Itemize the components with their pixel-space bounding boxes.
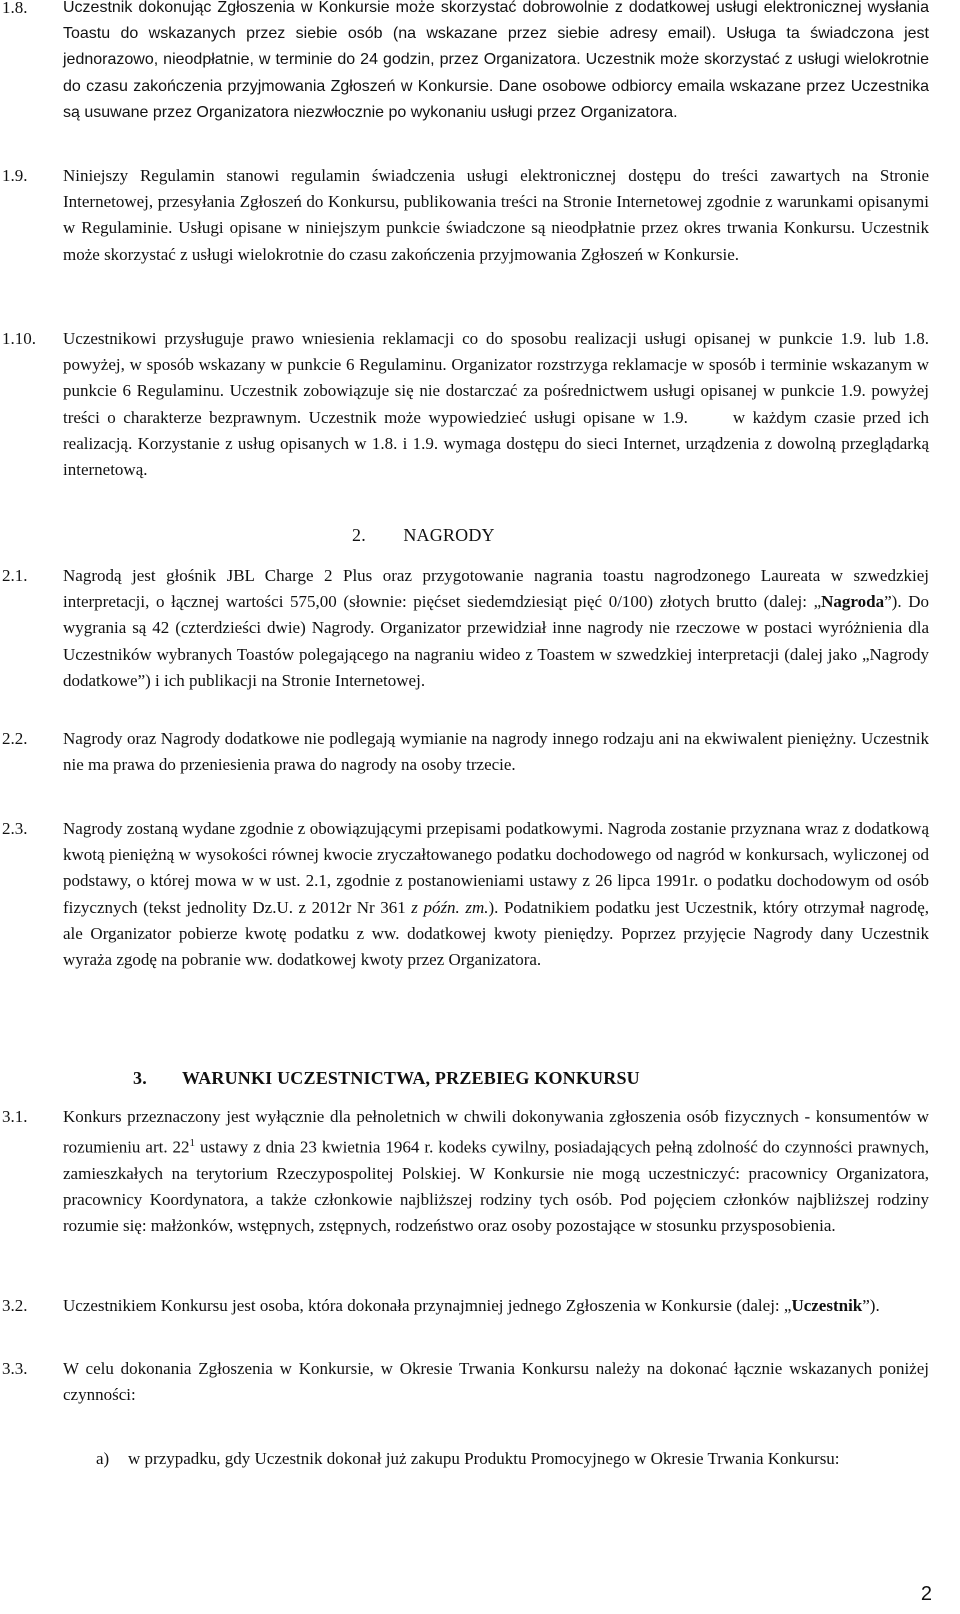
paragraph-text: W celu dokonania Zgłoszenia w Konkursie, w Okresie Trwania Konkursu należy na dokonać łącznie wskazanych poniżej czynności: <box>63 1359 929 1405</box>
bold-term: Nagroda <box>821 592 885 612</box>
paragraph-text <box>63 1293 929 1319</box>
paragraph-number: 3.1. <box>2 1107 28 1126</box>
paragraph-text <box>63 1104 929 1240</box>
paragraph-text: Nagrody oraz Nagrody dodatkowe nie podlegają wymianie na nagrody innego rodzaju ani na ekwiwalent pieniężny. Uczestnik nie ma prawa do przeniesienia prawa do nagrody na osoby trzecie. <box>63 729 929 775</box>
list-item-text: w przypadku, gdy Uczestnik dokonał już zakupu Produktu Promocyjnego w Okresie Trwania Konkursu: <box>128 1449 840 1468</box>
superscript: 1 <box>189 1137 196 1150</box>
paragraph-text <box>63 816 929 973</box>
paragraph-text: Uczestnikowi przysługuje prawo wniesienia reklamacji co do sposobu realizacji usługi opisanej w punkcie 1.9. lub 1.8. powyżej, w sposób wskazany w punkcie 6 Regulaminu. Organizator rozstrzyga reklamacje w sposób i terminie wskazanym w punkcie 6 Regulaminu. Uczestnik zobowiązuje się nie dostarczać za pośrednictwem usługi opisanej w punkcie 1.9. powyżej treści o charakterze bezprawnym. Uczestnik może wypowiedzieć usługi opisane w 1.9. w każdym czasie przed ich realizacją. Korzystanie z usług opisanych w 1.8. i 1.9. wymaga dostępu do sieci Internet, urządzenia z dowolną przeglądarką internetową. <box>63 329 934 480</box>
bold-term: Uczestnik <box>791 1296 863 1315</box>
section-heading-3 <box>133 1068 640 1089</box>
list-marker: a) <box>96 1449 110 1468</box>
text-segment: Konkurs przeznaczony jest wyłącznie dla pełnoletnich w chwili dokonywania zgłoszenia osób fizycznych - konsumentów w rozumieniu art. 22 <box>63 1107 929 1157</box>
paragraph-number: 1.9. <box>2 166 28 185</box>
paragraph-text: Uczestnik dokonując Zgłoszenia w Konkursie może skorzystać dobrowolnie z dodatkowej usługi elektronicznej wysłania Toastu do wskazanych przez siebie osób (na wskazane przez siebie adresy email). Usługa ta świadczona jest jednorazowo, nieodpłatnie, w terminie do 24 godzin, przez Organizatora. Uczestnik może skorzystać z usługi wielokrotnie do czasu zakończenia przyjmowania Zgłoszeń w Konkursie. Dane osobowe odbiorcy emaila wskazane przez Uczestnika są usuwane przez Organizatora niezwłocznie po wykonaniu usługi przez Organizatora. <box>63 0 929 121</box>
italic-term: z późn. zm. <box>411 897 489 917</box>
paragraph-number: 2.3. <box>2 819 28 838</box>
text-segment: ”). <box>862 1296 880 1315</box>
paragraph-number: 1.8. <box>2 0 28 17</box>
text-segment: Nagrody zostaną wydane zgodnie z obowiązującymi przepisami podatkowymi. Nagroda zostanie przyznana wraz z dodatkową kwotą pieniężną w wysokości równej kwocie zryczałtowanego podatku dochodowego od nagród w konkursach, wyliczonej od podstawy, o której mowa w w ust. 2.1, zgodnie z postanowieniami ustawy z 26 lipca 1991r. o podatku dochodowym od osób fizycznych (tekst jednolity Dz.U. z 2012r Nr 361 <box>63 819 929 917</box>
section-number: 2. <box>352 525 366 545</box>
text-segment: ”). Do wygrania są 42 (czterdzieści dwie) Nagrody. Organizator przewidział inne nagrody nie rzeczowe w postaci wyróżnienia dla Uczestników wybranych Toastów polegającego na nagraniu wideo z Toastem w szwedzkiej interpretacji (dalej jako „Nagrody dodatkowe”) i ich publikacji na Stronie Internetowej. <box>63 592 929 690</box>
section-title: NAGRODY <box>403 525 495 545</box>
text-segment: ). Podatnikiem podatku jest Uczestnik, który otrzymał nagrodę, ale Organizator pobierze kwotę podatku z ww. dodatkowej kwoty pieniędzy. Poprzez przyjęcie Nagrody dany Uczestnik wyraża zgodę na pobranie ww. dodatkowej kwoty przez Organizatora. <box>63 897 929 970</box>
text-segment: ustawy z dnia 23 kwietnia 1964 r. kodeks cywilny, posiadających pełną zdolność do czynności prawnych, zamieszkałych na terytorium Rzeczypospolitej Polskiej. W Konkursie nie mogą uczestniczyć: pracownicy Organizatora, pracownicy Koordynatora, a także członkowie najbliższej rodziny tych osób. Pod pojęciem członków najbliższej rodziny rozumie się: małżonków, wstępnych, zstępnych, rodzeństwo oraz osoby pozostające w stosunku przysposobienia. <box>63 1137 929 1236</box>
paragraph-text <box>63 563 929 694</box>
paragraph-number: 3.2. <box>2 1296 28 1315</box>
paragraph-number: 3.3. <box>2 1359 28 1378</box>
text-segment: Uczestnikiem Konkursu jest osoba, która dokonała przynajmniej jednego Zgłoszenia w Konkursie (dalej: „ <box>63 1296 792 1315</box>
section-number: 3. <box>133 1068 147 1088</box>
paragraph-number: 2.1. <box>2 566 28 585</box>
paragraph-text: Niniejszy Regulamin stanowi regulamin świadczenia usługi elektronicznej dostępu do treści zawartych na Stronie Internetowej, przesyłania Zgłoszeń do Konkursu, publikowania treści na Stronie Internetowej zgodnie z warunkami opisanymi w Regulaminie. Usługi opisane w niniejszym punkcie świadczone są nieodpłatnie przez okres trwania Konkursu. Uczestnik może skorzystać z usługi wielokrotnie do czasu zakończenia przyjmowania Zgłoszeń w Konkursie. <box>63 166 929 264</box>
section-title: WARUNKI UCZESTNICTWA, PRZEBIEG KONKURSU <box>181 1068 640 1088</box>
page-number: 2 <box>920 1583 932 1605</box>
text-segment: Nagrodą jest głośnik JBL Charge 2 Plus oraz przygotowanie nagrania toastu nagrodzonego Laureata w szwedzkiej interpretacji, o łącznej wartości 575,00 (słownie: pięćset siedemdziesiąt pięć 0/100) złotych brutto (dalej: „ <box>63 566 929 612</box>
paragraph-number: 1.10. <box>2 329 36 348</box>
section-heading-2 <box>352 525 495 546</box>
paragraph-number: 2.2. <box>2 729 28 748</box>
